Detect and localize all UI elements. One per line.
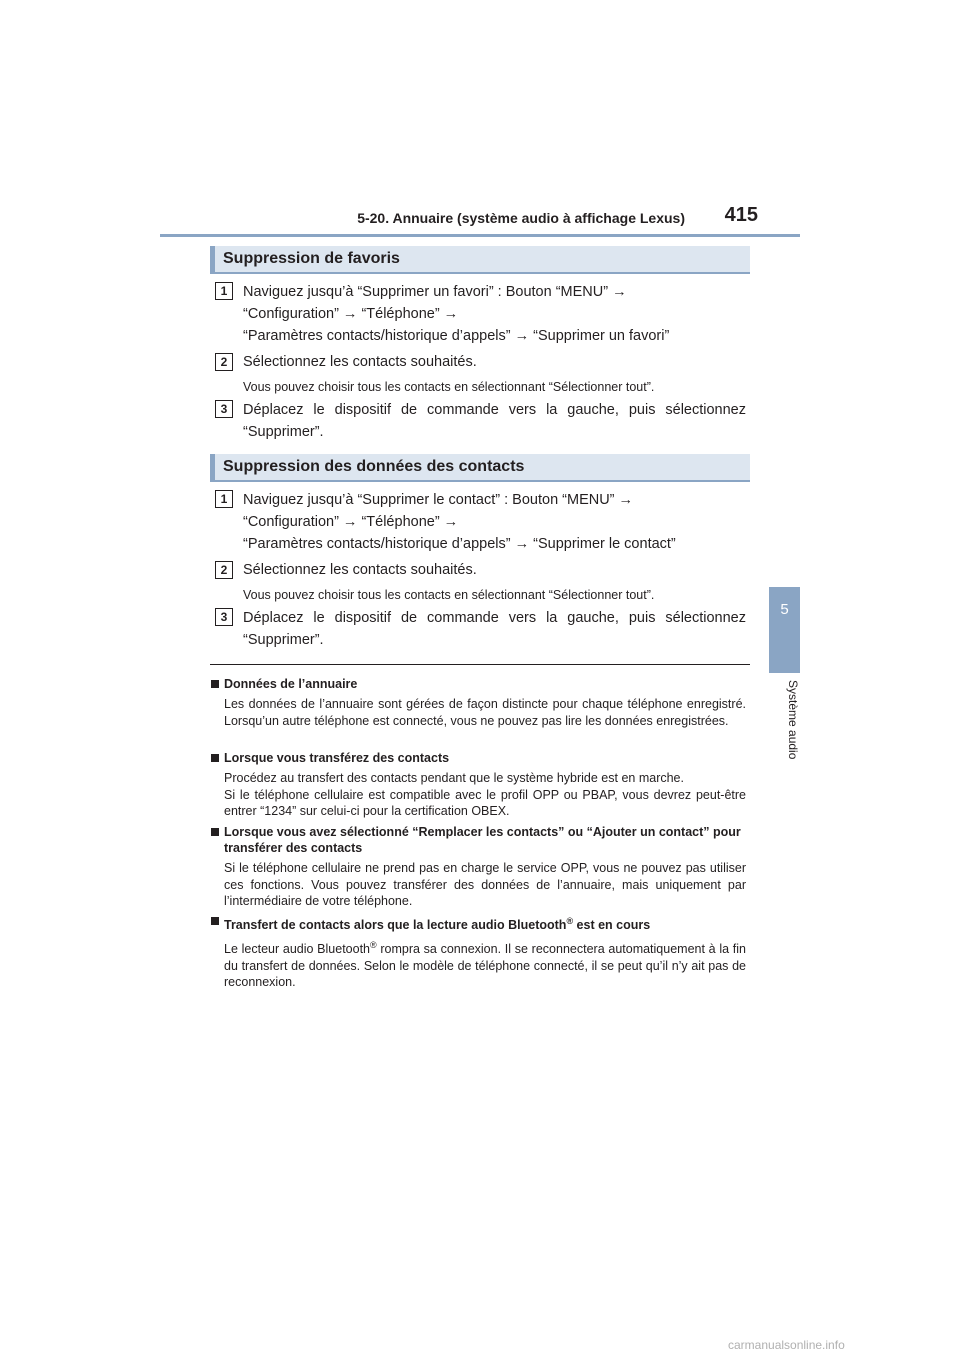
step-text: Naviguez jusqu’à “Supprimer le contact” : Bouton “MENU” → “Configuration” → “Téléphone” → “Paramètres contacts/historique d’appels” → “Supprimer le contact”: [243, 492, 676, 552]
page-header: [160, 202, 800, 237]
step-number: 2: [215, 561, 233, 579]
info-heading: Lorsque vous transférez des contacts: [210, 750, 750, 766]
step-text: Déplacez le dispositif de commande vers la gauche, puis sélectionnez “Supprimer”.: [243, 402, 746, 440]
info-block: [210, 676, 750, 729]
step-text: Naviguez jusqu’à “Supprimer un favori” : Bouton “MENU” → “Configuration” → “Téléphone” → “Paramètres contacts/historique d’appels” → “Supprimer un favori”: [243, 284, 670, 344]
info-body: Procédez au transfert des contacts pendant que le système hybride est en marche. Si le téléphone cellulaire est compatible avec le profil OPP ou PBAP, vous devrez peut-être entrer “1234” sur celui-ci pour la certification OBEX.: [224, 771, 746, 818]
section-title: Suppression de favoris: [223, 250, 400, 267]
info-heading: Données de l’annuaire: [210, 676, 750, 692]
step-number: 1: [215, 490, 233, 508]
info-block: [210, 750, 750, 820]
info-body: Si le téléphone cellulaire ne prend pas en charge le service OPP, vous ne pouvez pas utiliser ces fonctions. Vous pouvez transférer des données de l’annuaire, mais uniquement par l’intermédiaire de votre téléphone.: [224, 861, 746, 908]
step-number: 1: [215, 282, 233, 300]
step-text: Sélectionnez les contacts souhaités.: [243, 562, 477, 578]
step-text: Déplacez le dispositif de commande vers la gauche, puis sélectionnez “Supprimer”.: [243, 610, 746, 648]
info-body: Les données de l’annuaire sont gérées de façon distincte pour chaque téléphone enregistré. Lorsqu’un autre téléphone est connecté, vous ne pouvez pas lire les données enregistrées.: [224, 697, 746, 728]
step-text: Sélectionnez les contacts souhaités.: [243, 354, 477, 370]
step-number: 2: [215, 353, 233, 371]
info-block: [210, 913, 750, 991]
chapter-title: 5-20. Annuaire (système audio à affichage Lexus): [357, 210, 685, 226]
info-block: [210, 824, 750, 910]
step-note: Vous pouvez choisir tous les contacts en sélectionnant “Sélectionner tout”.: [243, 588, 655, 602]
section-heading-favorites: [210, 246, 750, 274]
info-heading: Lorsque vous avez sélectionné “Remplacer les contacts” ou “Ajouter un contact” pour transférer des contacts: [210, 824, 750, 856]
chapter-tab-label: Système audio: [786, 680, 800, 760]
watermark: carmanualsonline.info: [728, 1338, 845, 1352]
step-number: 3: [215, 400, 233, 418]
step-number: 3: [215, 608, 233, 626]
section-heading-contacts: [210, 454, 750, 482]
chapter-tab: 5: [769, 587, 800, 673]
step-note: Vous pouvez choisir tous les contacts en sélectionnant “Sélectionner tout”.: [243, 380, 655, 394]
page-number: 415: [724, 204, 758, 226]
info-heading: Transfert de contacts alors que la lecture audio Bluetooth® est en cours: [210, 913, 750, 933]
section-title: Suppression des données des contacts: [223, 458, 525, 475]
info-body: Le lecteur audio Bluetooth® rompra sa connexion. Il se reconnectera automatiquement à la fin du transfert de données. Selon le modèle de téléphone connecté, il se peut qu’il n’y ait pas de reconnexion.: [224, 940, 746, 990]
divider: [210, 664, 750, 665]
